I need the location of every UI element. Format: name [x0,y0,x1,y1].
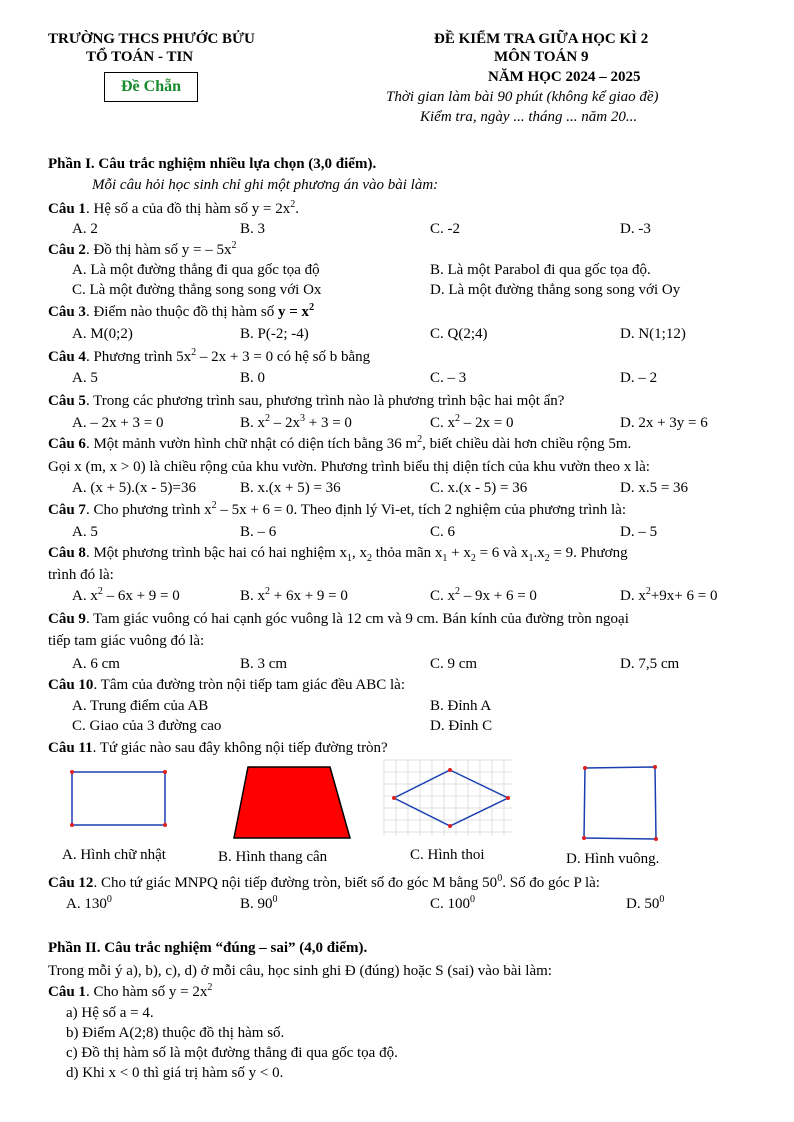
question-label: Câu 1 [48,984,86,1000]
q8-option-b-part: + 6x + 9 = 0 [270,588,348,604]
exponent: 2 [455,586,461,597]
q2-option-d: D. Là một đường thẳng song song với Oy [430,282,681,298]
question-text: . Tam giác vuông có hai cạnh góc vuông là 12 cm và 9 cm. Bán kính của đường tròn ngoại [85,611,629,627]
part2-instruction: Trong mỗi ý a), b), c), d) ở mỗi câu, học sinh ghi Đ (đúng) hoặc S (sai) vào bài làm: [48,963,552,979]
question-text: . Trong các phương trình sau, phương trình nào là phương trình bậc hai một ẩn? [85,393,565,409]
q9-option-c: C. 9 cm [430,656,478,672]
exponent: 2 [207,982,213,993]
q10-option-a: A. Trung điểm của AB [72,698,209,714]
question-text: . Cho hàm số y = 2x [85,984,208,1000]
question-6-line2: Gọi x (m, x > 0) là chiều rộng của khu vườn. Phương trình biểu thị diện tích của khu vườn theo x là: [48,459,650,475]
q12-option-d [626,895,664,913]
q1-option-c: C. -2 [430,221,460,237]
question-text-tail: , biết chiều dài hơn chiều rộng 5m. [422,436,632,452]
rhombus-shape [394,770,508,826]
question-text: = 9. Phương [549,545,628,561]
p2q1-statement-d: d) Khi x < 0 thì giá trị hàm số y < 0. [66,1065,284,1081]
q12-option-c [430,895,475,913]
q4-option-b: B. 0 [240,370,266,386]
q12-option-a-value: A. 130 [66,896,107,912]
function-expression: y = x [278,304,310,320]
q4-option-c: C. – 3 [430,370,467,386]
q5-option-c [430,414,513,432]
subscript: 2 [470,553,476,564]
question-label: Câu 11 [48,740,93,756]
question-text: , x [351,545,367,561]
question-7 [48,501,626,519]
question-text-tail: – 5x + 6 = 0. Theo định lý Vi-et, tích 2 nghiệm của phương trình là: [216,502,626,518]
question-text: thỏa mãn x [371,545,443,561]
vertex-point [448,768,452,772]
q10-option-c: C. Giao của 3 đường cao [72,718,222,734]
q3-option-b: B. P(-2; -4) [240,326,309,342]
exponent: 2 [290,199,296,210]
q8-option-c-part: – 9x + 6 = 0 [460,588,537,604]
q10-option-b: B. Đỉnh A [430,698,492,714]
q2-option-a: A. Là một đường thẳng đi qua gốc tọa độ [72,262,320,278]
subscript: 1 [442,553,448,564]
question-text: . Phương trình 5x [85,349,192,365]
q12-option-c-value: C. 100 [430,896,471,912]
subscript: 1 [346,553,352,564]
subscript: 2 [544,553,550,564]
vertex-point [448,824,452,828]
question-10 [48,676,405,694]
question-text: . Đồ thị hàm số y = – 5x [85,242,232,258]
rhombus-figure [382,758,514,838]
q12-option-b-value: B. 90 [240,896,273,912]
rectangle-figure [66,766,172,832]
q8-option-d-part: D. x [620,588,646,604]
question-label: Câu 1 [48,201,86,217]
question-label: Câu 2 [48,242,86,258]
q12-option-d-value: D. 50 [626,896,660,912]
q1-option-d: D. -3 [620,221,651,237]
part2-title: Phần II. Câu trắc nghiệm “đúng – sai” (4,0 điểm). [48,940,368,956]
question-text: .x [533,545,545,561]
vertex-point [392,796,396,800]
exponent: 0 [497,873,503,884]
question-label: Câu 4 [48,349,86,365]
question-text: + x [447,545,471,561]
vertex-point [653,765,657,769]
q5-option-c-part: – 2x = 0 [460,415,514,431]
question-label: Câu 9 [48,611,86,627]
question-2 [48,241,236,259]
q9-option-b: B. 3 cm [240,656,288,672]
question-text: . Điểm nào thuộc đồ thị hàm số [85,304,278,320]
degree-mark: 0 [659,894,665,905]
degree-mark: 0 [470,894,476,905]
q4-option-d: D. – 2 [620,370,658,386]
q8-option-b-part: B. x [240,588,266,604]
question-9 [48,610,629,628]
rectangle-shape [72,772,165,825]
exponent: 2 [417,434,423,445]
school-name: TRƯỜNG THCS PHƯỚC BỬU [48,31,255,47]
q6-option-b: B. x.(x + 5) = 36 [240,480,341,496]
question-label: Câu 7 [48,502,86,518]
q5-option-b-part: B. x [240,415,266,431]
vertex-point [582,836,586,840]
question-label: Câu 3 [48,304,86,320]
exam-title: ĐỀ KIỂM TRA GIỮA HỌC KÌ 2 [434,31,649,47]
q8-option-a-part: – 6x + 9 = 0 [102,588,180,604]
q11-option-b: B. Hình thang cân [218,849,328,865]
q5-option-b-part: – 2x [270,415,301,431]
q5-option-b-part: + 3 = 0 [305,415,352,431]
question-5 [48,392,564,410]
q3-option-c: C. Q(2;4) [430,326,488,342]
question-1 [48,200,299,218]
question-label: Câu 10 [48,677,94,693]
question-text-tail: – 2x + 3 = 0 có hệ số b bằng [196,349,371,365]
p2q1-statement-a: a) Hệ số a = 4. [66,1005,154,1021]
question-text: . Tâm của đường tròn nội tiếp tam giác đều ABC là: [93,677,405,693]
exponent: 2 [309,302,315,313]
vertex-point [583,766,587,770]
square-figure [578,762,662,844]
question-text: . Một mảnh vườn hình chữ nhật có diện tích bằng 36 m [85,436,418,452]
question-8 [48,544,628,562]
q1-option-a: A. 2 [72,221,98,237]
q8-option-a [72,587,180,605]
q11-option-a: A. Hình chữ nhật [62,847,166,863]
q10-option-d: D. Đỉnh C [430,718,493,734]
exam-subject: MÔN TOÁN 9 [494,49,589,65]
question-11 [48,739,388,757]
question-text: . Một phương trình bậc hai có hai nghiệm x [85,545,347,561]
trapezoid-shape [234,767,350,838]
q1-option-b: B. 3 [240,221,266,237]
q7-option-b: B. – 6 [240,524,277,540]
q12-option-a [66,895,112,913]
question-6 [48,435,631,453]
vertex-point [163,823,167,827]
q8-option-d [620,587,717,605]
part2-question-1 [48,983,212,1001]
vertex-point [70,770,74,774]
question-8-line2: trình đó là: [48,567,114,583]
q8-option-c-part: C. x [430,588,456,604]
q8-option-d-part: +9x+ 6 = 0 [650,588,718,604]
question-label: Câu 6 [48,436,86,452]
exponent: 2 [455,413,461,424]
q9-option-d: D. 7,5 cm [620,656,680,672]
exponent: 3 [300,413,306,424]
question-label: Câu 8 [48,545,86,561]
exam-duration: Thời gian làm bài 90 phút (không kể giao đề) [386,89,659,105]
part1-title: Phần I. Câu trắc nghiệm nhiều lựa chọn (3,0 điểm). [48,156,377,172]
q7-option-c: C. 6 [430,524,456,540]
subscript: 2 [366,553,372,564]
exponent: 2 [265,413,271,424]
question-9-line2: tiếp tam giác vuông đó là: [48,633,205,649]
question-text-tail: . Số đo góc P là: [502,875,600,891]
exponent: 2 [265,586,271,597]
q5-option-a: A. – 2x + 3 = 0 [72,415,164,431]
p2q1-statement-c: c) Đồ thị hàm số là một đường thẳng đi qua gốc tọa độ. [66,1045,398,1061]
vertex-point [70,823,74,827]
q3-option-d: D. N(1;12) [620,326,686,342]
degree-mark: 0 [106,894,112,905]
question-text: . Hệ số a của đồ thị hàm số y = 2x [85,201,291,217]
q4-option-a: A. 5 [72,370,98,386]
q5-option-b [240,414,352,432]
exam-version-badge: Đề Chẵn [104,72,198,102]
exponent: 2 [231,240,237,251]
subscript: 1 [528,553,534,564]
q11-option-c: C. Hình thoi [410,847,485,863]
school-year: NĂM HỌC 2024 – 2025 [488,69,641,85]
exponent: 2 [645,586,651,597]
exponent: 2 [191,347,197,358]
question-text: . Cho phương trình x [85,502,212,518]
q11-option-d: D. Hình vuông. [566,851,660,867]
q6-option-c: C. x.(x - 5) = 36 [430,480,528,496]
q9-option-a: A. 6 cm [72,656,120,672]
q2-option-b: B. Là một Parabol đi qua gốc tọa độ. [430,262,651,278]
q12-option-b [240,895,278,913]
q5-option-d: D. 2x + 3y = 6 [620,415,708,431]
vertex-point [163,770,167,774]
vertex-point [506,796,510,800]
question-4 [48,348,370,366]
q6-option-a: A. (x + 5).(x - 5)=36 [72,480,196,496]
question-text: . Cho tứ giác MNPQ nội tiếp đường tròn, biết số đo góc M bằng 50 [93,875,498,891]
square-shape [584,767,656,839]
part1-instruction: Mỗi câu hỏi học sinh chỉ ghi một phương án vào bài làm: [92,177,439,193]
q7-option-d: D. – 5 [620,524,658,540]
q8-option-a-part: A. x [72,588,98,604]
q6-option-d: D. x.5 = 36 [620,480,689,496]
question-12 [48,874,600,892]
question-text: . Tứ giác nào sau đây không nội tiếp đường tròn? [92,740,388,756]
vertex-point [654,837,658,841]
q5-option-c-part: C. x [430,415,456,431]
degree-mark: 0 [272,894,278,905]
question-3 [48,303,314,321]
q8-option-c [430,587,537,605]
p2q1-statement-b: b) Điểm A(2;8) thuộc đồ thị hàm số. [66,1025,285,1041]
exponent: 2 [97,586,103,597]
exam-date: Kiểm tra, ngày ... tháng ... năm 20... [420,109,638,125]
isosceles-trapezoid-figure [230,764,354,842]
q7-option-a: A. 5 [72,524,98,540]
exponent: 2 [211,500,217,511]
department-name: TỔ TOÁN - TIN [86,49,194,65]
question-text-tail: . [295,201,299,217]
q2-option-c: C. Là một đường thẳng song song với Ox [72,282,322,298]
q8-option-b [240,587,348,605]
question-label: Câu 12 [48,875,94,891]
question-label: Câu 5 [48,393,86,409]
q3-option-a: A. M(0;2) [72,326,133,342]
question-text: = 6 và x [475,545,529,561]
